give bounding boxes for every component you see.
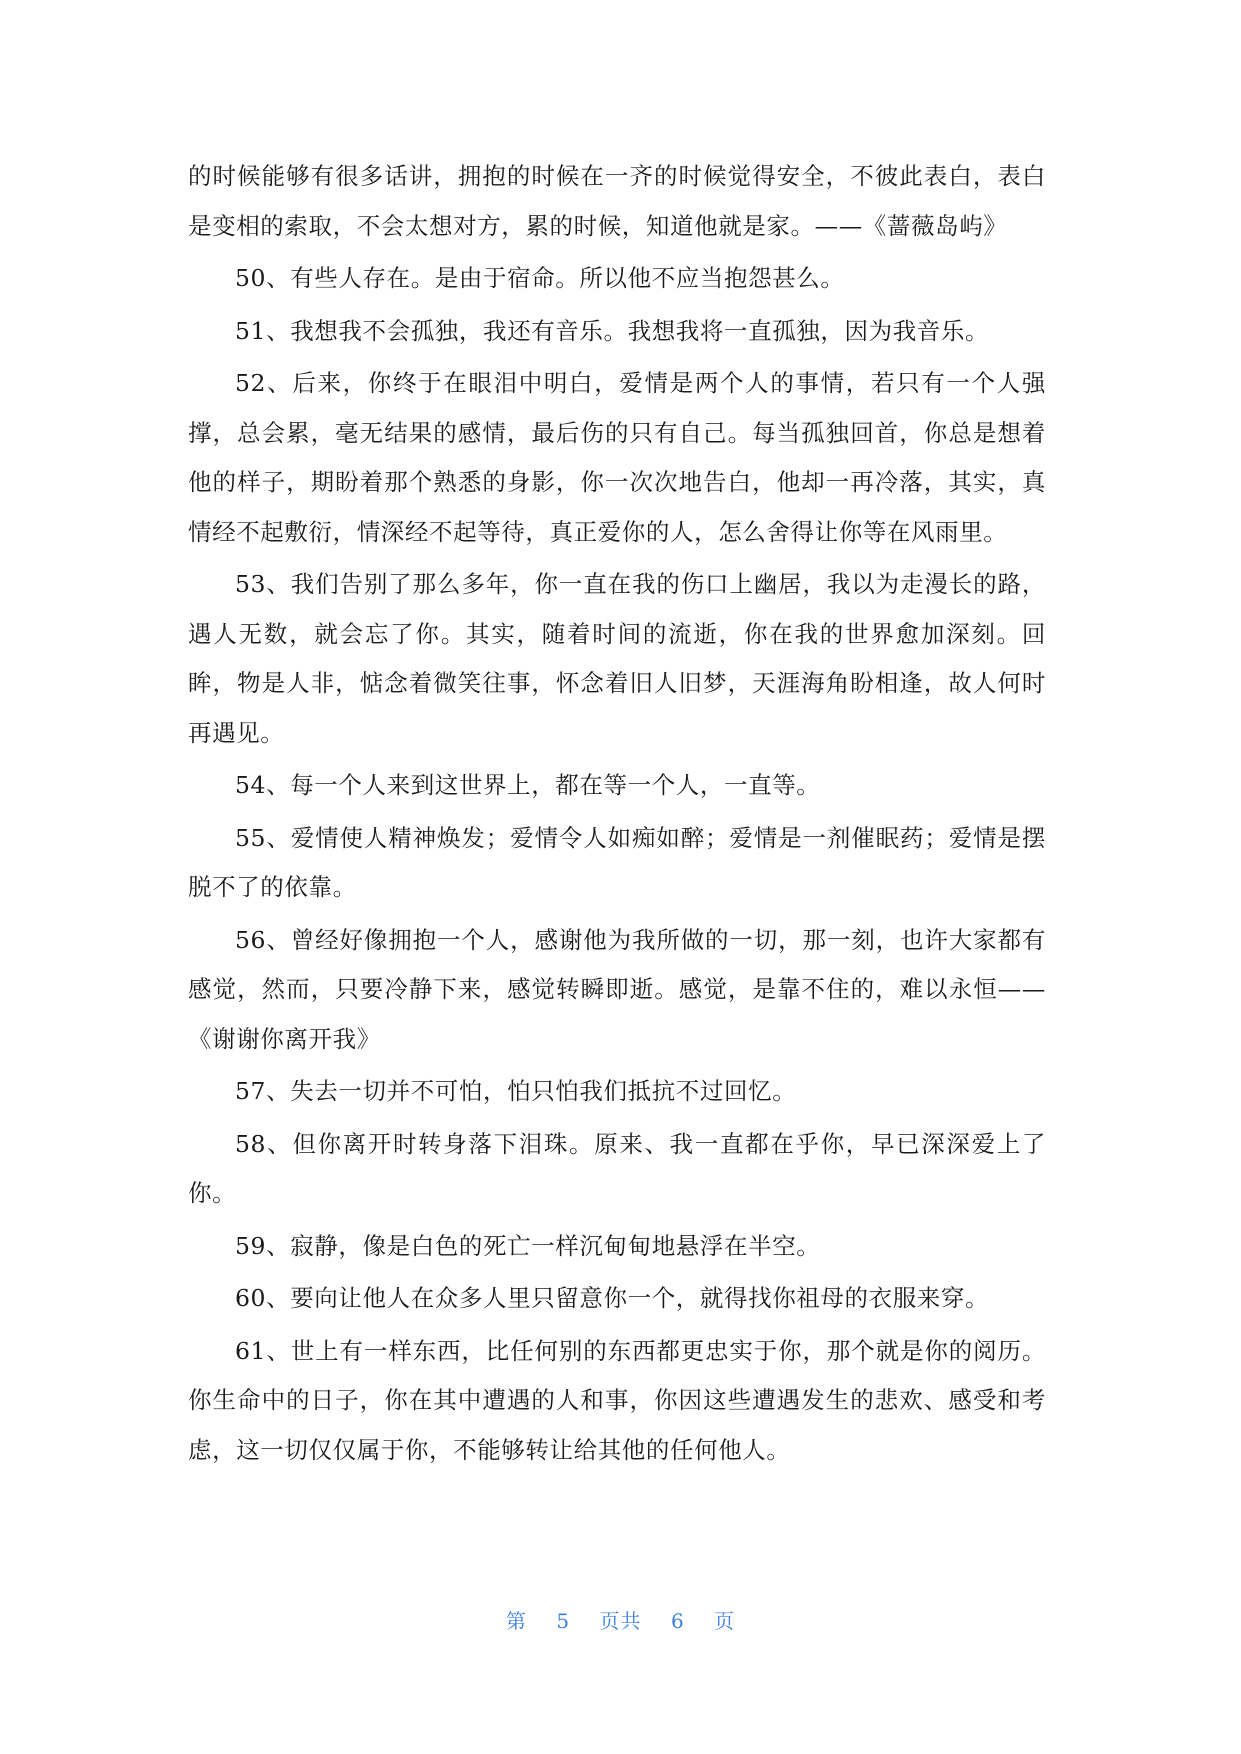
document-body	[188, 152, 1046, 1478]
footer-middle: 页共	[599, 1609, 642, 1633]
list-item-56: 56、曾经好像拥抱一个人，感谢他为我所做的一切，那一刻，也许大家都有感觉，然而，只要冷静下来，感觉转瞬即逝。感觉，是靠不住的，难以永恒——《谢谢你离开我》	[188, 925, 1046, 1053]
paragraph-continuation: 的时候能够有很多话讲，拥抱的时候在一齐的时候觉得安全，不彼此表白，表白是变相的索取，不会太想对方，累的时候，知道他就是家。——《蔷薇岛屿》	[188, 162, 1046, 240]
footer-total-pages: 6	[670, 1609, 685, 1633]
list-item-52: 52、后来，你终于在眼泪中明白，爱情是两个人的事情，若只有一个人强撑，总会累，毫无结果的感情，最后伤的只有自己。每当孤独回首，你总是想着他的样子，期盼着那个熟悉的身影，你一次次地告白，他却一再冷落，其实，真情经不起敷衍，情深经不起等待，真正爱你的人，怎么舍得让你等在风雨里。	[188, 369, 1046, 546]
list-item-58: 58、但你离开时转身落下泪珠。原来、我一直都在乎你，早已深深爱上了你。	[188, 1129, 1046, 1207]
list-item-57: 57、失去一切并不可怕，怕只怕我们抵抗不过回忆。	[235, 1077, 797, 1105]
footer-prefix: 第	[505, 1609, 527, 1633]
list-item-54: 54、每一个人来到这世界上，都在等一个人，一直等。	[235, 771, 821, 799]
footer-current-page: 5	[556, 1609, 571, 1633]
list-item-59: 59、寂静，像是白色的死亡一样沉甸甸地悬浮在半空。	[235, 1231, 821, 1260]
page-footer	[0, 1607, 1241, 1635]
footer-suffix: 页	[714, 1609, 736, 1633]
list-item-50: 50、有些人存在。是由于宿命。所以他不应当抱怨甚么。	[235, 264, 845, 292]
list-item-60: 60、要向让他人在众多人里只留意你一个，就得找你祖母的衣服来穿。	[235, 1284, 990, 1312]
list-item-53: 53、我们告别了那么多年，你一直在我的伤口上幽居，我以为走漫长的路，遇人无数，就会忘了你。其实，随着时间的流逝，你在我的世界愈加深刻。回眸，物是人非，惦念着微笑往事，怀念着旧人旧梦，天涯海角盼相逢，故人何时再遇见。	[188, 570, 1046, 747]
list-item-55: 55、爱情使人精神焕发；爱情令人如痴如醉；爱情是一剂催眠药；爱情是摆脱不了的依靠。	[188, 823, 1046, 901]
list-item-61: 61、世上有一样东西，比任何别的东西都更忠实于你，那个就是你的阅历。你生命中的日子，你在其中遭遇的人和事，你因这些遭遇发生的悲欢、感受和考虑，这一切仅仅属于你，不能够转让给其他的任何他人。	[188, 1336, 1046, 1464]
list-item-51: 51、我想我不会孤独，我还有音乐。我想我将一直孤独，因为我音乐。	[235, 316, 990, 345]
